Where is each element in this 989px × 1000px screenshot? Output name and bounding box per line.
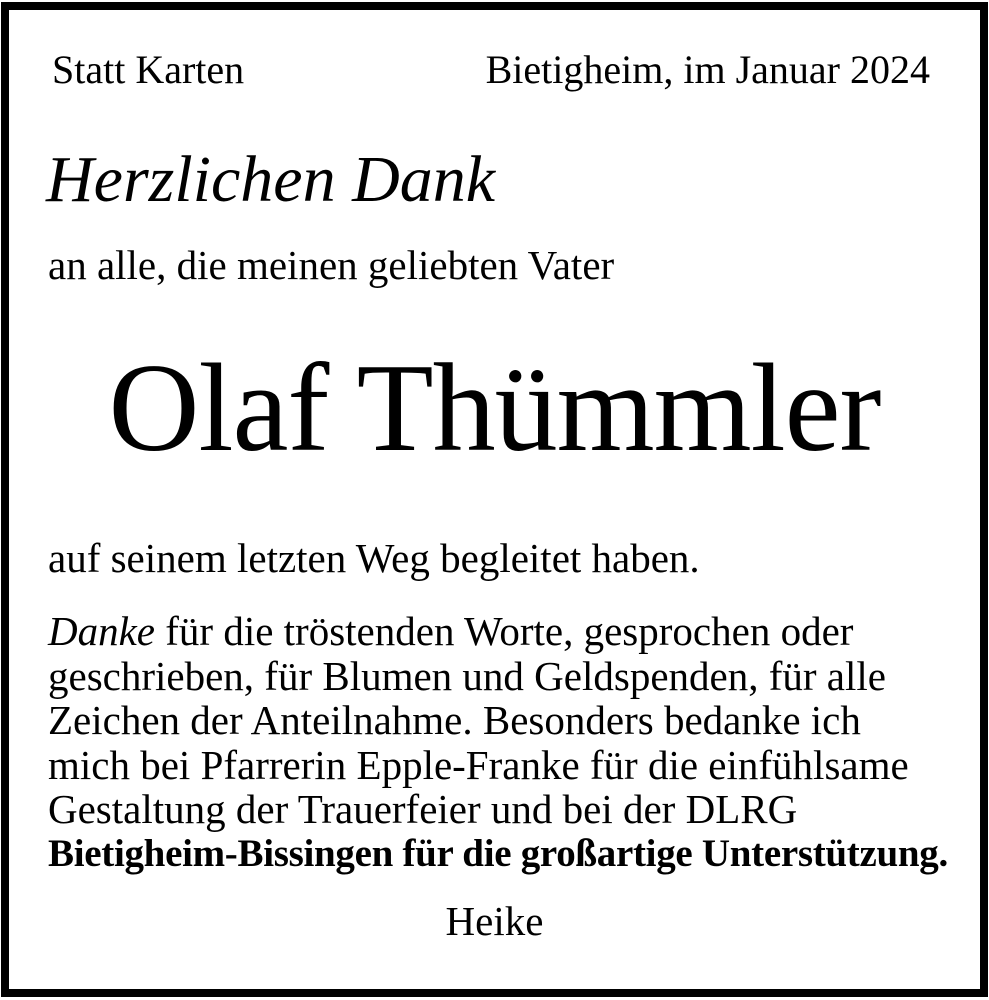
thanks-paragraph: [48, 609, 948, 876]
paragraph-lead-italic: Danke: [48, 608, 156, 654]
place-date-label: Bietigheim, im Januar 2024: [485, 47, 930, 92]
notice-heading: Herzlichen Dank: [46, 143, 496, 216]
paragraph-line-1: [48, 609, 948, 654]
closing-line: auf seinem letzten Weg begleitet haben.: [48, 535, 700, 581]
paragraph-line-bold: Bietigheim-Bissingen für die großartige Unterstützung.: [48, 831, 948, 875]
signature-name: Heike: [445, 898, 544, 944]
deceased-name: Olaf Thümmler: [108, 339, 881, 478]
paragraph-line-3: Zeichen der Anteilnahme. Besonders bedanke ich: [48, 697, 861, 743]
paragraph-line-2: geschrieben, für Blumen und Geldspenden, für alle: [48, 652, 886, 699]
paragraph-line-5: Gestaltung der Trauerfeier und bei der DLRG: [48, 786, 798, 832]
paragraph-line-1-rest: für die tröstenden Worte, gesprochen oder: [155, 608, 854, 654]
intro-line: an alle, die meinen geliebten Vater: [48, 242, 615, 288]
statt-karten-label: Statt Karten: [52, 47, 245, 92]
paragraph-line-4: mich bei Pfarrerin Epple-Franke für die einfühlsame: [48, 741, 909, 788]
